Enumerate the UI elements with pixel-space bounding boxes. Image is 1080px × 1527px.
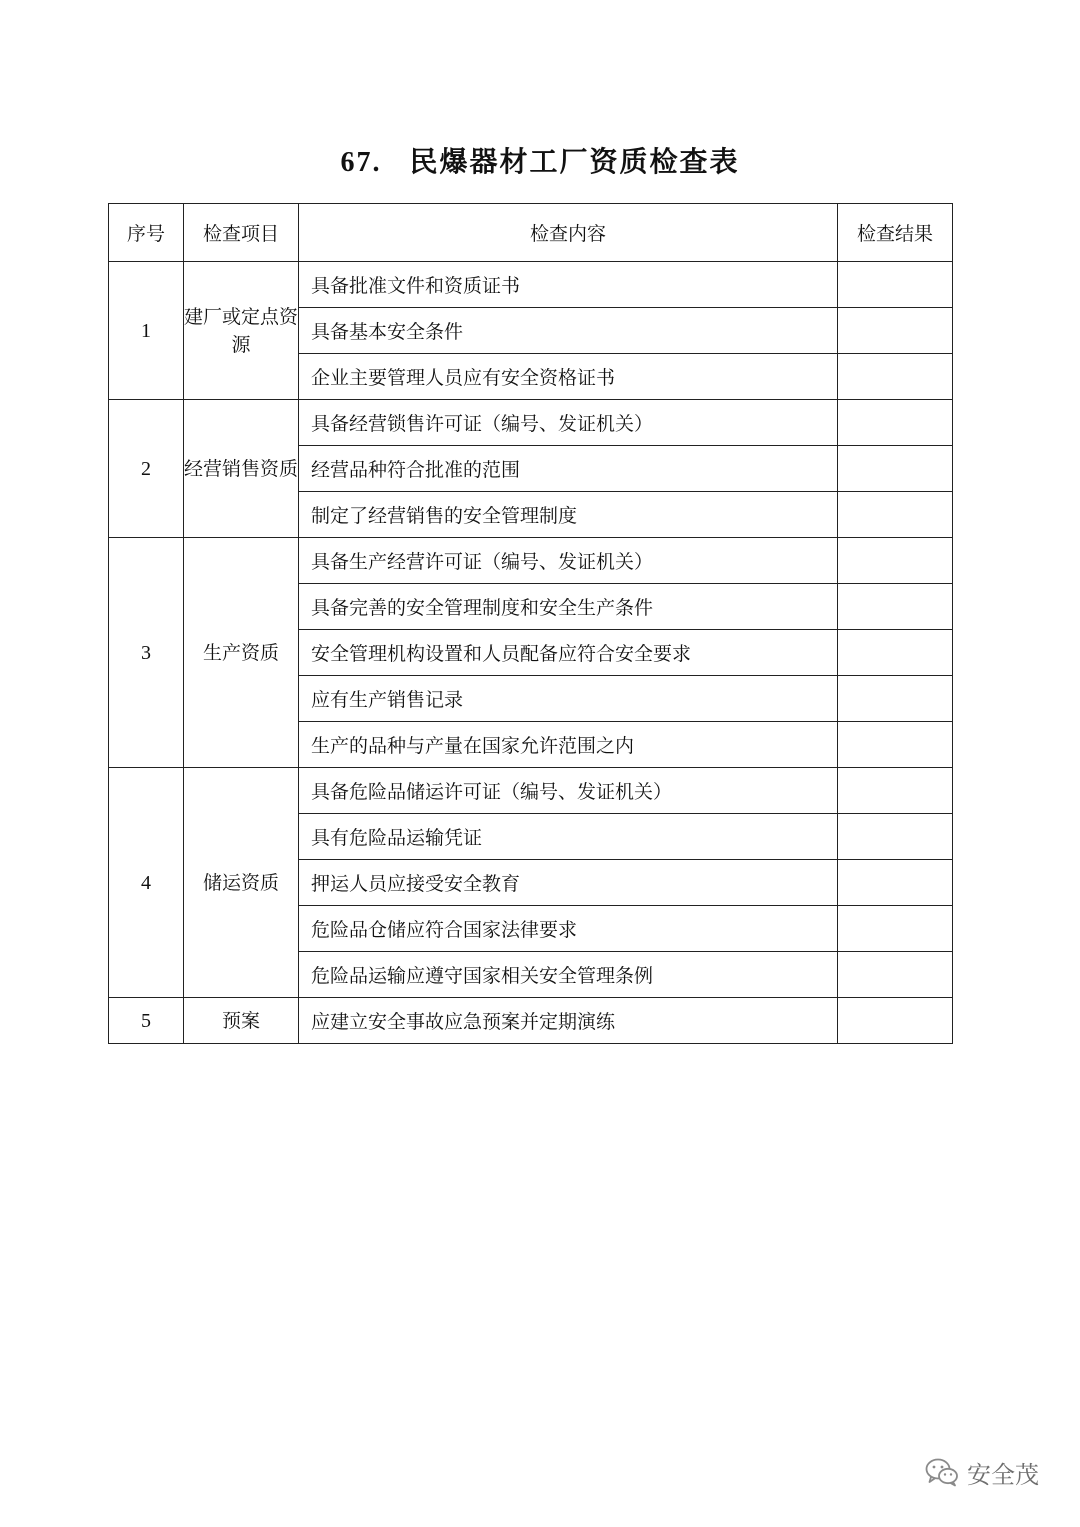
wechat-icon <box>925 1457 959 1487</box>
result-cell[interactable] <box>838 860 953 906</box>
check-content: 安全管理机构设置和人员配备应符合安全要求 <box>299 630 838 676</box>
check-content: 具备基本安全条件 <box>299 308 838 354</box>
title-text: 民爆器材工厂资质检查表 <box>409 145 740 178</box>
result-cell[interactable] <box>838 768 953 814</box>
check-content: 危险品仓储应符合国家法律要求 <box>299 906 838 952</box>
check-content: 制定了经营销售的安全管理制度 <box>299 492 838 538</box>
header-content: 检查内容 <box>299 204 838 262</box>
group-seq: 2 <box>109 400 184 538</box>
table-row <box>109 538 953 584</box>
result-cell[interactable] <box>838 952 953 998</box>
group-item: 预案 <box>184 998 299 1044</box>
check-content: 经营品种符合批准的范围 <box>299 446 838 492</box>
check-content: 具备批准文件和资质证书 <box>299 262 838 308</box>
result-cell[interactable] <box>838 400 953 446</box>
header-result: 检查结果 <box>838 204 953 262</box>
check-content: 企业主要管理人员应有安全资格证书 <box>299 354 838 400</box>
group-seq: 5 <box>109 998 184 1044</box>
result-cell[interactable] <box>838 354 953 400</box>
inspection-table <box>108 203 953 1044</box>
result-cell[interactable] <box>838 814 953 860</box>
result-cell[interactable] <box>838 998 953 1044</box>
result-cell[interactable] <box>838 630 953 676</box>
group-seq: 1 <box>109 262 184 400</box>
check-content: 具备生产经营许可证（编号、发证机关） <box>299 538 838 584</box>
check-content: 危险品运输应遵守国家相关安全管理条例 <box>299 952 838 998</box>
table-row <box>109 262 953 308</box>
group-seq: 3 <box>109 538 184 768</box>
table-row <box>109 768 953 814</box>
result-cell[interactable] <box>838 492 953 538</box>
result-cell[interactable] <box>838 676 953 722</box>
result-cell[interactable] <box>838 906 953 952</box>
header-item: 检查项目 <box>184 204 299 262</box>
check-content: 生产的品种与产量在国家允许范围之内 <box>299 722 838 768</box>
group-item: 生产资质 <box>184 538 299 768</box>
result-cell[interactable] <box>838 584 953 630</box>
group-seq: 4 <box>109 768 184 998</box>
check-content: 具备危险品储运许可证（编号、发证机关） <box>299 768 838 814</box>
table-row <box>109 400 953 446</box>
watermark <box>925 1452 1039 1492</box>
result-cell[interactable] <box>838 446 953 492</box>
check-content: 具备经营锁售许可证（编号、发证机关） <box>299 400 838 446</box>
result-cell[interactable] <box>838 308 953 354</box>
watermark-text: 安全茂 <box>967 1460 1039 1489</box>
result-cell[interactable] <box>838 538 953 584</box>
group-item: 建厂或定点资源 <box>184 262 299 400</box>
header-row <box>109 204 953 262</box>
result-cell[interactable] <box>838 262 953 308</box>
check-content: 具备完善的安全管理制度和安全生产条件 <box>299 584 838 630</box>
title-number: 67. <box>340 147 382 178</box>
page-title <box>0 140 1080 180</box>
check-content: 应建立安全事故应急预案并定期演练 <box>299 998 838 1044</box>
check-content: 应有生产销售记录 <box>299 676 838 722</box>
group-item: 储运资质 <box>184 768 299 998</box>
group-item: 经营销售资质 <box>184 400 299 538</box>
header-seq: 序号 <box>109 204 184 262</box>
check-content: 押运人员应接受安全教育 <box>299 860 838 906</box>
check-content: 具有危险品运输凭证 <box>299 814 838 860</box>
result-cell[interactable] <box>838 722 953 768</box>
table-row <box>109 998 953 1044</box>
